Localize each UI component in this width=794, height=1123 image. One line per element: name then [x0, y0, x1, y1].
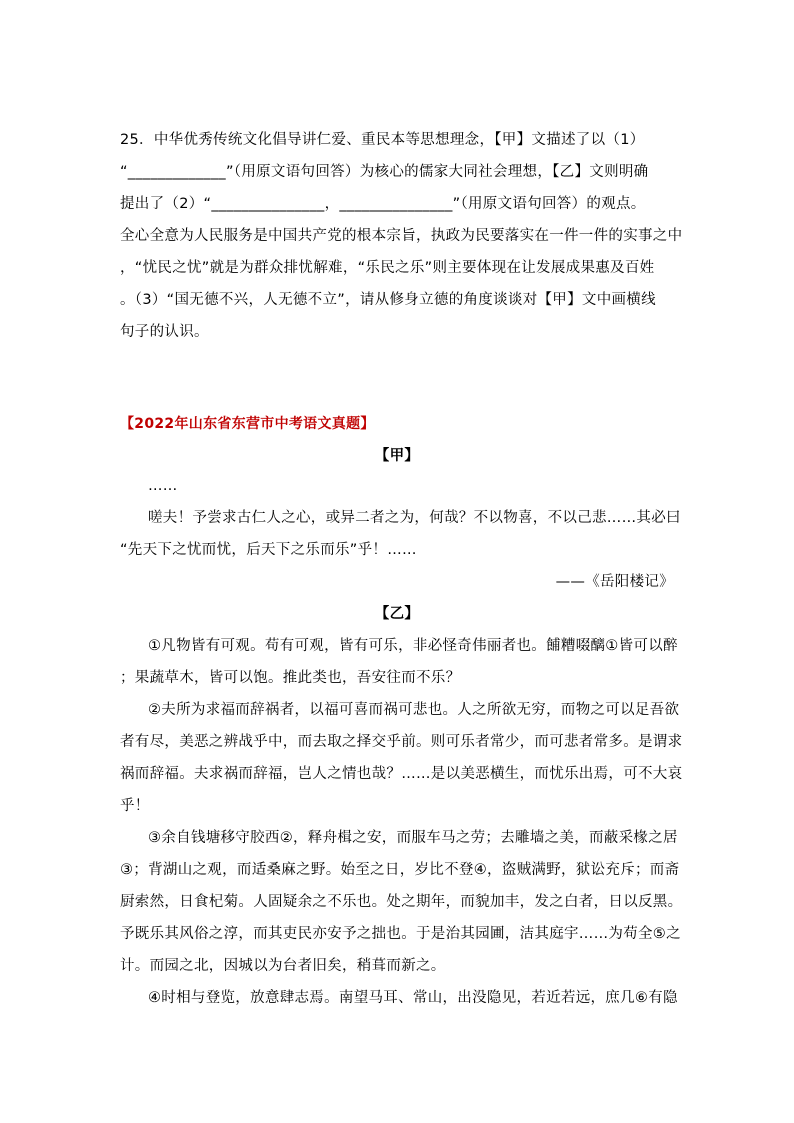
passage-line: ③；背湖山之观，而适桑麻之野。始至之日，岁比不登④，盗贼满野，狱讼充斥；而斋 — [120, 862, 680, 878]
passage-line: ③余自钱塘移守胶西②，释舟楫之安，而服车马之劳；去雕墙之美，而蔽采椽之居 — [148, 830, 678, 846]
passage-line: 乎！ — [120, 798, 150, 814]
passage-line: “先天下之忧而忧，后天下之乐而乐”乎！…… — [120, 542, 417, 558]
passage-jia-source: ——《岳阳楼记》 — [555, 574, 674, 590]
question-line: 提出了（2）“_______________，_______________”（用原文语句回答）的观点。 — [120, 196, 646, 212]
question-line: 句子的认识。 — [120, 324, 209, 340]
passage-line: ④时相与登览，放意肆志焉。南望马耳、常山，出没隐见，若近若远，庶几⑥有隐 — [148, 990, 678, 1006]
passage-line: ①凡物皆有可观。苟有可观，皆有可乐，非必怪奇伟丽者也。餔糟啜醨①皆可以醉 — [148, 638, 678, 654]
question-line: 。（3）“国无德不兴，人无德不立”，请从修身立德的角度谈谈对【甲】文中画横线 — [120, 292, 656, 308]
passage-line: ；果蔬草木，皆可以饱。推此类也，吾安往而不乐？ — [120, 670, 461, 686]
passage-yi-title: 【乙】 — [374, 606, 420, 622]
passage-line: 祸而辞福。夫求祸而辞福，岂人之情也哉？……是以美恶横生，而忧乐出焉，可不大哀 — [120, 766, 683, 782]
passage-line: 予既乐其风俗之淳，而其吏民亦安予之拙也。于是治其园圃，洁其庭宇……为苟全⑤之 — [120, 926, 681, 942]
question-line: 25．中华优秀传统文化倡导讲仁爱、重民本等思想理念，【甲】文描述了以（1） — [120, 132, 645, 148]
passage-line: 厨索然，日食杞菊。人固疑余之不乐也。处之期年，而貌加丰，发之白者，日以反黑。 — [120, 894, 683, 910]
exam-source-heading: 【2022年山东省东营市中考语文真题】 — [120, 416, 375, 432]
passage-ellipsis: …… — [148, 478, 178, 494]
passage-line: 计。而园之北，因城以为台者旧矣，稍葺而新之。 — [120, 958, 446, 974]
passage-jia-title: 【甲】 — [374, 448, 420, 464]
question-line: 全心全意为人民服务是中国共产党的根本宗旨，执政为民要落实在一件一件的实事之中 — [120, 228, 683, 244]
question-line: ，“忧民之忧”就是为群众排忧解难，“乐民之乐”则主要体现在让发展成果惠及百姓 — [120, 260, 655, 276]
question-line: “_____________”（用原文语句回答）为核心的儒家大同社会理想，【乙】文则明确 — [120, 164, 649, 180]
passage-line: ②夫所为求福而辞祸者，以福可喜而祸可悲也。人之所欲无穷，而物之可以足吾欲 — [148, 702, 680, 718]
passage-line: 者有尽，美恶之辨战乎中，而去取之择交乎前。则可乐者常少，而可悲者常多。是谓求 — [120, 734, 683, 750]
passage-line: 嗟夫！予尝求古仁人之心，或异二者之为，何哉？不以物喜，不以己悲……其必曰 — [148, 510, 681, 526]
